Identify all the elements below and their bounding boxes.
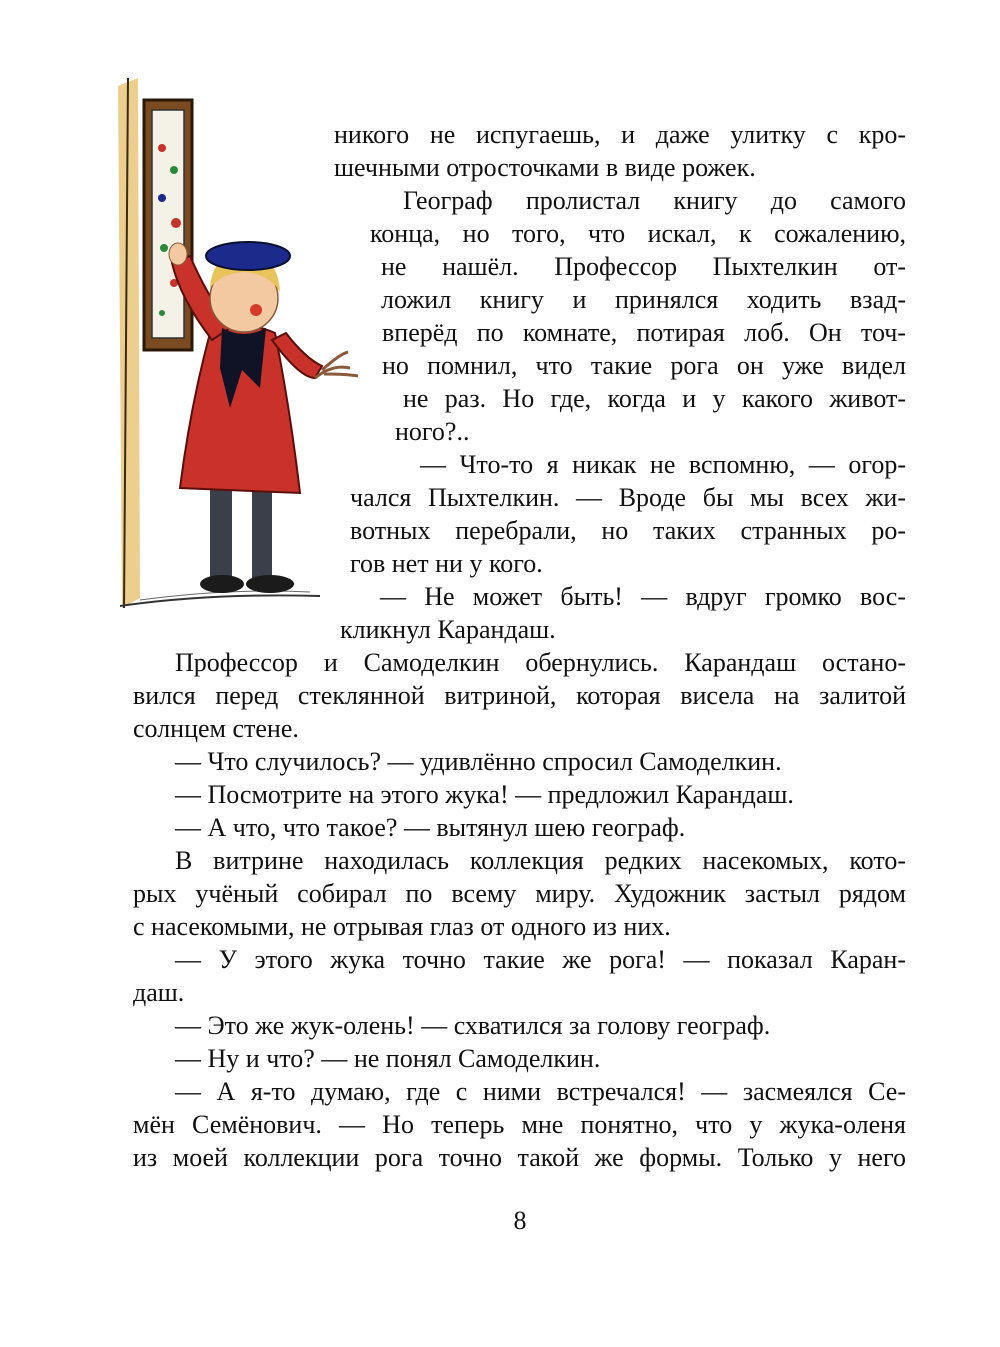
text-line: шечными отросточками в виде рожек. <box>334 153 756 182</box>
text-line: — Посмотрите на этого жука! — предложил Карандаш. <box>175 780 794 809</box>
hand <box>169 243 187 265</box>
wall <box>118 78 140 608</box>
text-line: не раз. Но где, когда и у какого живот- <box>403 384 906 413</box>
text-line: В витрине находилась коллекция редких насекомых, кото- <box>175 846 906 875</box>
text-line: мён Семёнович. — Но теперь мне понятно, что у жука-оленя <box>133 1110 906 1139</box>
text-line: кликнул Карандаш. <box>340 615 556 644</box>
bug-icon <box>171 218 181 228</box>
text-line: ного?.. <box>395 417 470 446</box>
text-line: Географ пролистал книгу до самого <box>403 186 906 215</box>
bug-icon <box>158 194 166 202</box>
text-line: — Ну и что? — не понял Самоделкин. <box>175 1044 601 1073</box>
text-line: с насекомыми, не отрывая глаз от одного из них. <box>133 912 671 941</box>
text-line: — Что-то я никак не вспомню, — огор- <box>420 450 906 479</box>
bug-icon <box>159 310 165 316</box>
text-line: — А я-то думаю, где с ними встречался! — засмеялся Се- <box>175 1077 906 1106</box>
text-line: — Не может быть! — вдруг громко вос- <box>380 582 906 611</box>
text-line: вперёд по комнате, потирая лоб. Он точ- <box>382 318 906 347</box>
text-line: — Что случилось? — удивлённо спросил Самоделкин. <box>175 747 782 776</box>
text-line: никого не испугаешь, и даже улитку с кро- <box>334 120 906 149</box>
bug-icon <box>158 144 166 152</box>
shoe <box>200 575 244 593</box>
shoe <box>246 575 294 593</box>
text-line: из моей коллекции рога точно такой же формы. Только у него <box>133 1143 906 1172</box>
text-line: вотных перебрали, но таких странных ро- <box>350 516 906 545</box>
text-line: солнцем стене. <box>133 714 299 743</box>
text-line: конца, но того, что искал, к сожалению, <box>370 219 906 248</box>
text-line: ложил книгу и принялся ходить взад- <box>381 285 906 314</box>
text-line: даш. <box>133 978 185 1007</box>
text-line: вился перед стеклянной витриной, которая висела на залитой <box>133 681 906 710</box>
beret <box>206 242 290 270</box>
text-line: гов нет ни у кого. <box>350 549 543 578</box>
text-line: Профессор и Самоделкин обернулись. Карандаш остано- <box>175 648 906 677</box>
text-line: — У этого жука точно такие же рога! — показал Каран- <box>175 945 906 974</box>
text-line: рых учёный собирал по всему миру. Художник застыл рядом <box>133 879 906 908</box>
bug-icon <box>170 166 178 174</box>
page-number: 8 <box>513 1206 527 1235</box>
text-line: — Это же жук-олень! — схватился за голову географ. <box>175 1011 771 1040</box>
floor-shadow <box>120 595 320 606</box>
text-line: — А что, что такое? — вытянул шею географ. <box>175 813 686 842</box>
text-line: но помнил, что такие рога он уже видел <box>382 351 906 380</box>
red-nose <box>250 304 262 316</box>
bug-icon <box>160 244 168 252</box>
leg <box>252 478 272 578</box>
text-line: не нашёл. Профессор Пыхтелкин от- <box>381 252 906 281</box>
text-line: чался Пыхтелкин. — Вроде бы мы всех жи- <box>350 483 906 512</box>
leg <box>210 478 232 578</box>
